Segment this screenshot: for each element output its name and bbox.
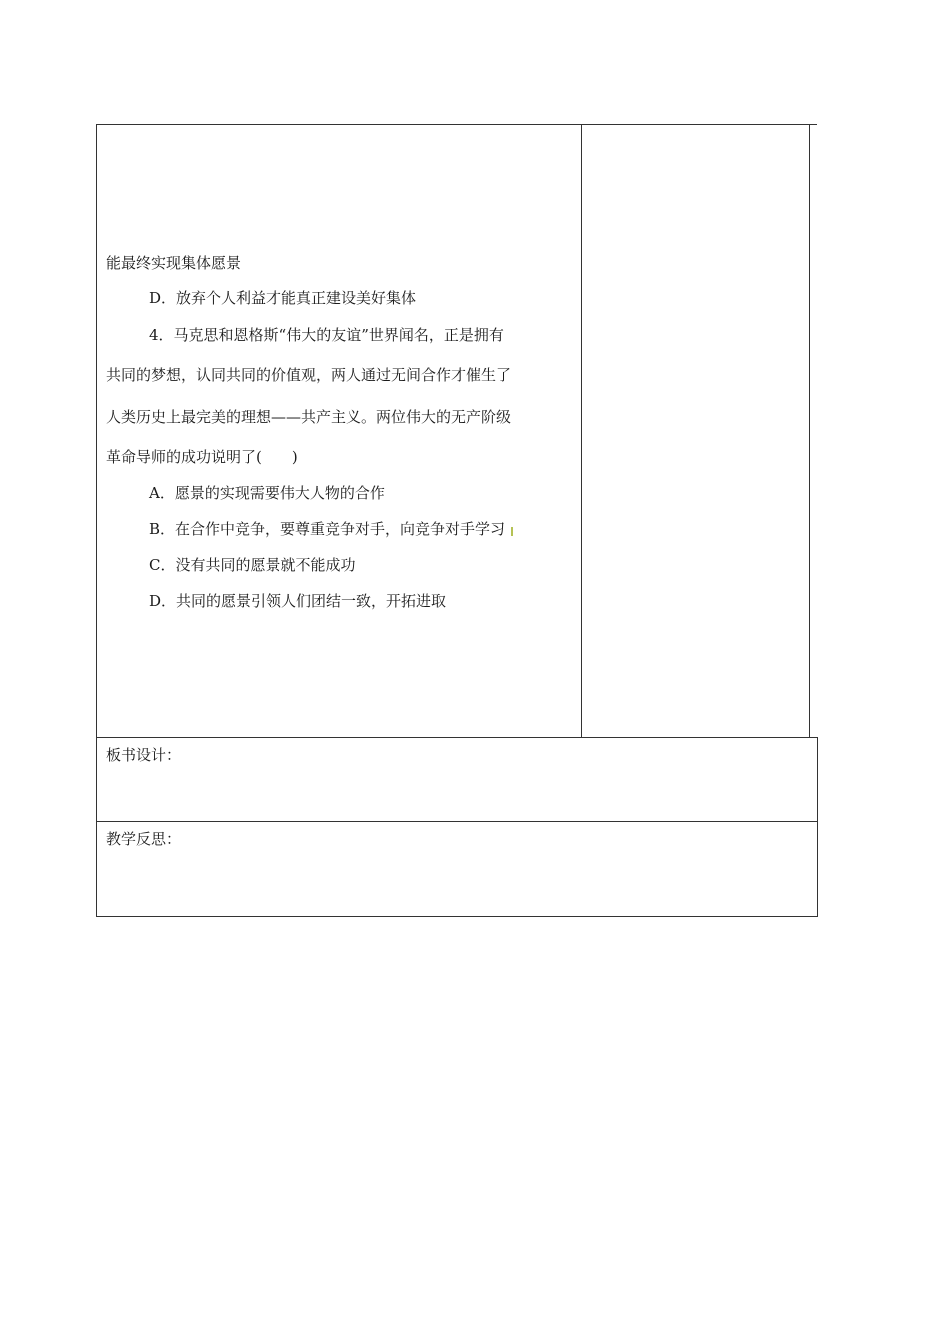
text-line: 能最终实现集体愿景 — [106, 254, 242, 272]
question-4-line-2: 共同的梦想，认同共同的价值观，两人通过无间合作才催生了 — [106, 366, 512, 384]
option-b: B．在合作中竞争，要尊重竞争对手，向竞争对手学习 — [149, 520, 506, 538]
lesson-table — [96, 124, 809, 738]
option-d: D．共同的愿景引领人们团结一致，开拓进取 — [149, 592, 447, 610]
teaching-reflection-label: 教学反思： — [106, 830, 182, 848]
table-border-tick — [809, 124, 817, 125]
question-4-line-1: 4．马克思和恩格斯“伟大的友谊”世界闻名，正是拥有 — [149, 326, 504, 344]
stray-mark — [511, 527, 513, 536]
option-c: C．没有共同的愿景就不能成功 — [149, 556, 356, 574]
board-design-label: 板书设计： — [106, 746, 182, 764]
option-b-row — [149, 519, 513, 539]
board-design-box — [96, 737, 818, 822]
option-d-q3: D．放弃个人利益才能真正建设美好集体 — [149, 289, 417, 307]
option-a: A．愿景的实现需要伟大人物的合作 — [149, 484, 385, 502]
question-4-line-3: 人类历史上最完美的理想——共产主义。两位伟大的无产阶级 — [106, 408, 512, 426]
teaching-reflection-box — [96, 821, 818, 917]
question-4-line-4: 革命导师的成功说明了( ) — [106, 448, 298, 466]
exercise-column — [97, 125, 582, 737]
notes-column — [582, 125, 810, 737]
